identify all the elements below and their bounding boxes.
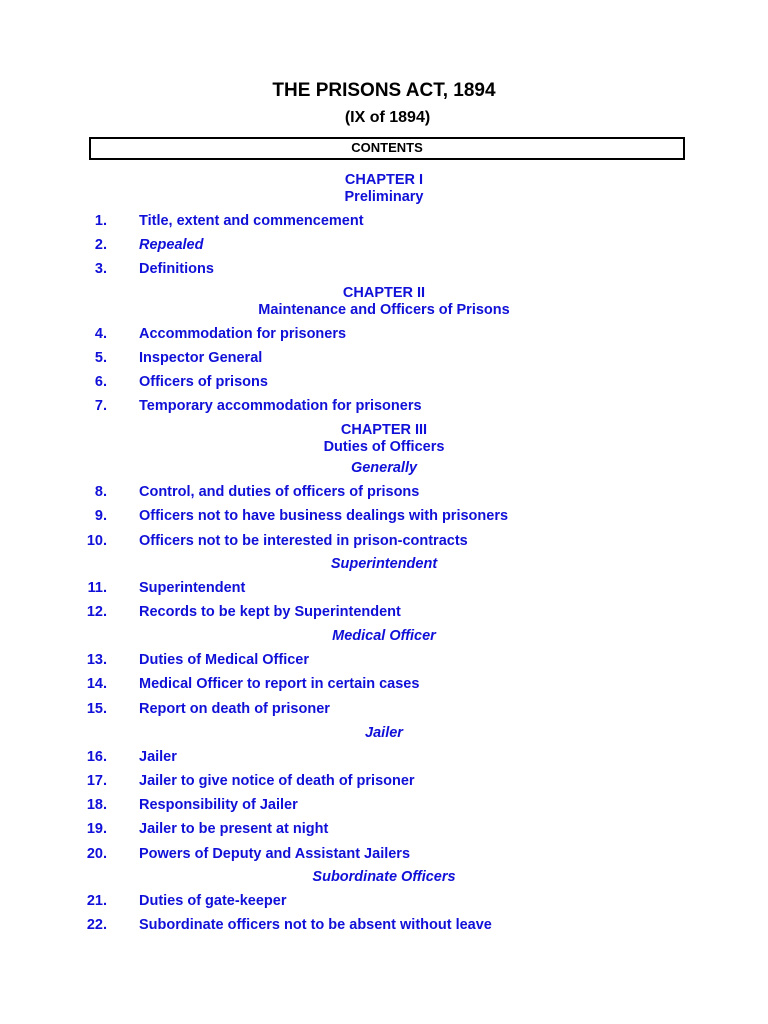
section-number: 3. xyxy=(94,261,107,277)
toc-entry[interactable] xyxy=(0,891,768,911)
section-title[interactable]: Responsibility of Jailer xyxy=(139,797,298,813)
section-number: 22. xyxy=(86,917,107,933)
section-title[interactable]: Repealed xyxy=(139,237,204,253)
section-title[interactable]: Medical Officer to report in certain cases xyxy=(139,676,420,692)
section-title[interactable]: Superintendent xyxy=(139,580,246,596)
toc-entry[interactable] xyxy=(0,259,768,279)
section-number: 21. xyxy=(86,893,107,909)
section-title[interactable]: Powers of Deputy and Assistant Jailers xyxy=(139,846,411,862)
section-title[interactable]: Control, and duties of officers of prisons xyxy=(139,484,420,500)
chapter-name[interactable]: Preliminary xyxy=(344,189,424,205)
chapter-name[interactable]: Maintenance and Officers of Prisons xyxy=(258,302,510,318)
toc-entry[interactable] xyxy=(0,235,768,255)
section-title[interactable]: Records to be kept by Superintendent xyxy=(139,604,401,620)
section-number: 9. xyxy=(94,508,107,524)
section-number: 14. xyxy=(86,676,107,692)
section-number: 4. xyxy=(94,326,107,342)
toc-entry[interactable] xyxy=(0,699,768,719)
section-title[interactable]: Definitions xyxy=(139,261,214,277)
section-number: 2. xyxy=(94,237,107,253)
subsection-heading[interactable]: Superintendent xyxy=(330,556,438,572)
toc-entry[interactable] xyxy=(0,650,768,670)
chapter-heading[interactable]: CHAPTER II xyxy=(342,285,426,301)
toc-entry[interactable] xyxy=(0,602,768,622)
section-number: 8. xyxy=(94,484,107,500)
section-title[interactable]: Inspector General xyxy=(139,350,263,366)
toc-entry[interactable] xyxy=(0,396,768,416)
section-title[interactable]: Duties of gate-keeper xyxy=(139,893,287,909)
section-title[interactable]: Officers not to be interested in prison-contracts xyxy=(139,533,468,549)
subsection-heading[interactable]: Subordinate Officers xyxy=(312,869,456,885)
toc-entry[interactable] xyxy=(0,795,768,815)
section-number: 6. xyxy=(94,374,107,390)
section-number: 15. xyxy=(86,701,107,717)
section-number: 19. xyxy=(86,821,107,837)
section-number: 16. xyxy=(86,749,107,765)
toc-entry[interactable] xyxy=(0,372,768,392)
subsection-heading[interactable]: Medical Officer xyxy=(332,628,436,644)
section-title[interactable]: Report on death of prisoner xyxy=(139,701,330,717)
section-title[interactable]: Jailer to be present at night xyxy=(139,821,329,837)
section-title[interactable]: Temporary accommodation for prisoners xyxy=(139,398,422,414)
section-number: 5. xyxy=(94,350,107,366)
section-title[interactable]: Duties of Medical Officer xyxy=(139,652,310,668)
section-number: 12. xyxy=(86,604,107,620)
section-number: 7. xyxy=(94,398,107,414)
toc-entry[interactable] xyxy=(0,747,768,767)
toc-entry[interactable] xyxy=(0,915,768,935)
toc-entry[interactable] xyxy=(0,531,768,551)
section-title[interactable]: Accommodation for prisoners xyxy=(139,326,347,342)
toc-entry[interactable] xyxy=(0,482,768,502)
document-subtitle: (IX of 1894) xyxy=(344,109,431,126)
contents-heading: CONTENTS xyxy=(89,137,685,160)
section-number: 17. xyxy=(86,773,107,789)
section-number: 18. xyxy=(86,797,107,813)
section-title[interactable]: Jailer xyxy=(139,749,177,765)
section-number: 11. xyxy=(87,580,107,596)
subsection-heading[interactable]: Jailer xyxy=(365,725,403,741)
subsection-heading[interactable]: Generally xyxy=(350,460,418,476)
section-title[interactable]: Subordinate officers not to be absent without leave xyxy=(139,917,492,933)
toc-entry[interactable] xyxy=(0,506,768,526)
toc-entry[interactable] xyxy=(0,348,768,368)
document-title: THE PRISONS ACT, 1894 xyxy=(272,80,496,101)
section-number: 13. xyxy=(86,652,107,668)
section-number: 20. xyxy=(86,846,107,862)
chapter-heading[interactable]: CHAPTER I xyxy=(344,172,424,188)
section-number: 10. xyxy=(86,533,107,549)
section-title[interactable]: Title, extent and commencement xyxy=(139,213,364,229)
chapter-name[interactable]: Duties of Officers xyxy=(323,439,445,455)
toc-entry[interactable] xyxy=(0,674,768,694)
toc-entry[interactable] xyxy=(0,844,768,864)
section-title[interactable]: Jailer to give notice of death of prisoner xyxy=(139,773,415,789)
toc-entry[interactable] xyxy=(0,211,768,231)
toc-entry[interactable] xyxy=(0,819,768,839)
toc-entry[interactable] xyxy=(0,578,768,598)
section-title[interactable]: Officers not to have business dealings with prisoners xyxy=(139,508,509,524)
chapter-heading[interactable]: CHAPTER III xyxy=(340,422,428,438)
toc-entry[interactable] xyxy=(0,771,768,791)
section-title[interactable]: Officers of prisons xyxy=(139,374,268,390)
section-number: 1. xyxy=(94,213,107,229)
toc-entry[interactable] xyxy=(0,324,768,344)
